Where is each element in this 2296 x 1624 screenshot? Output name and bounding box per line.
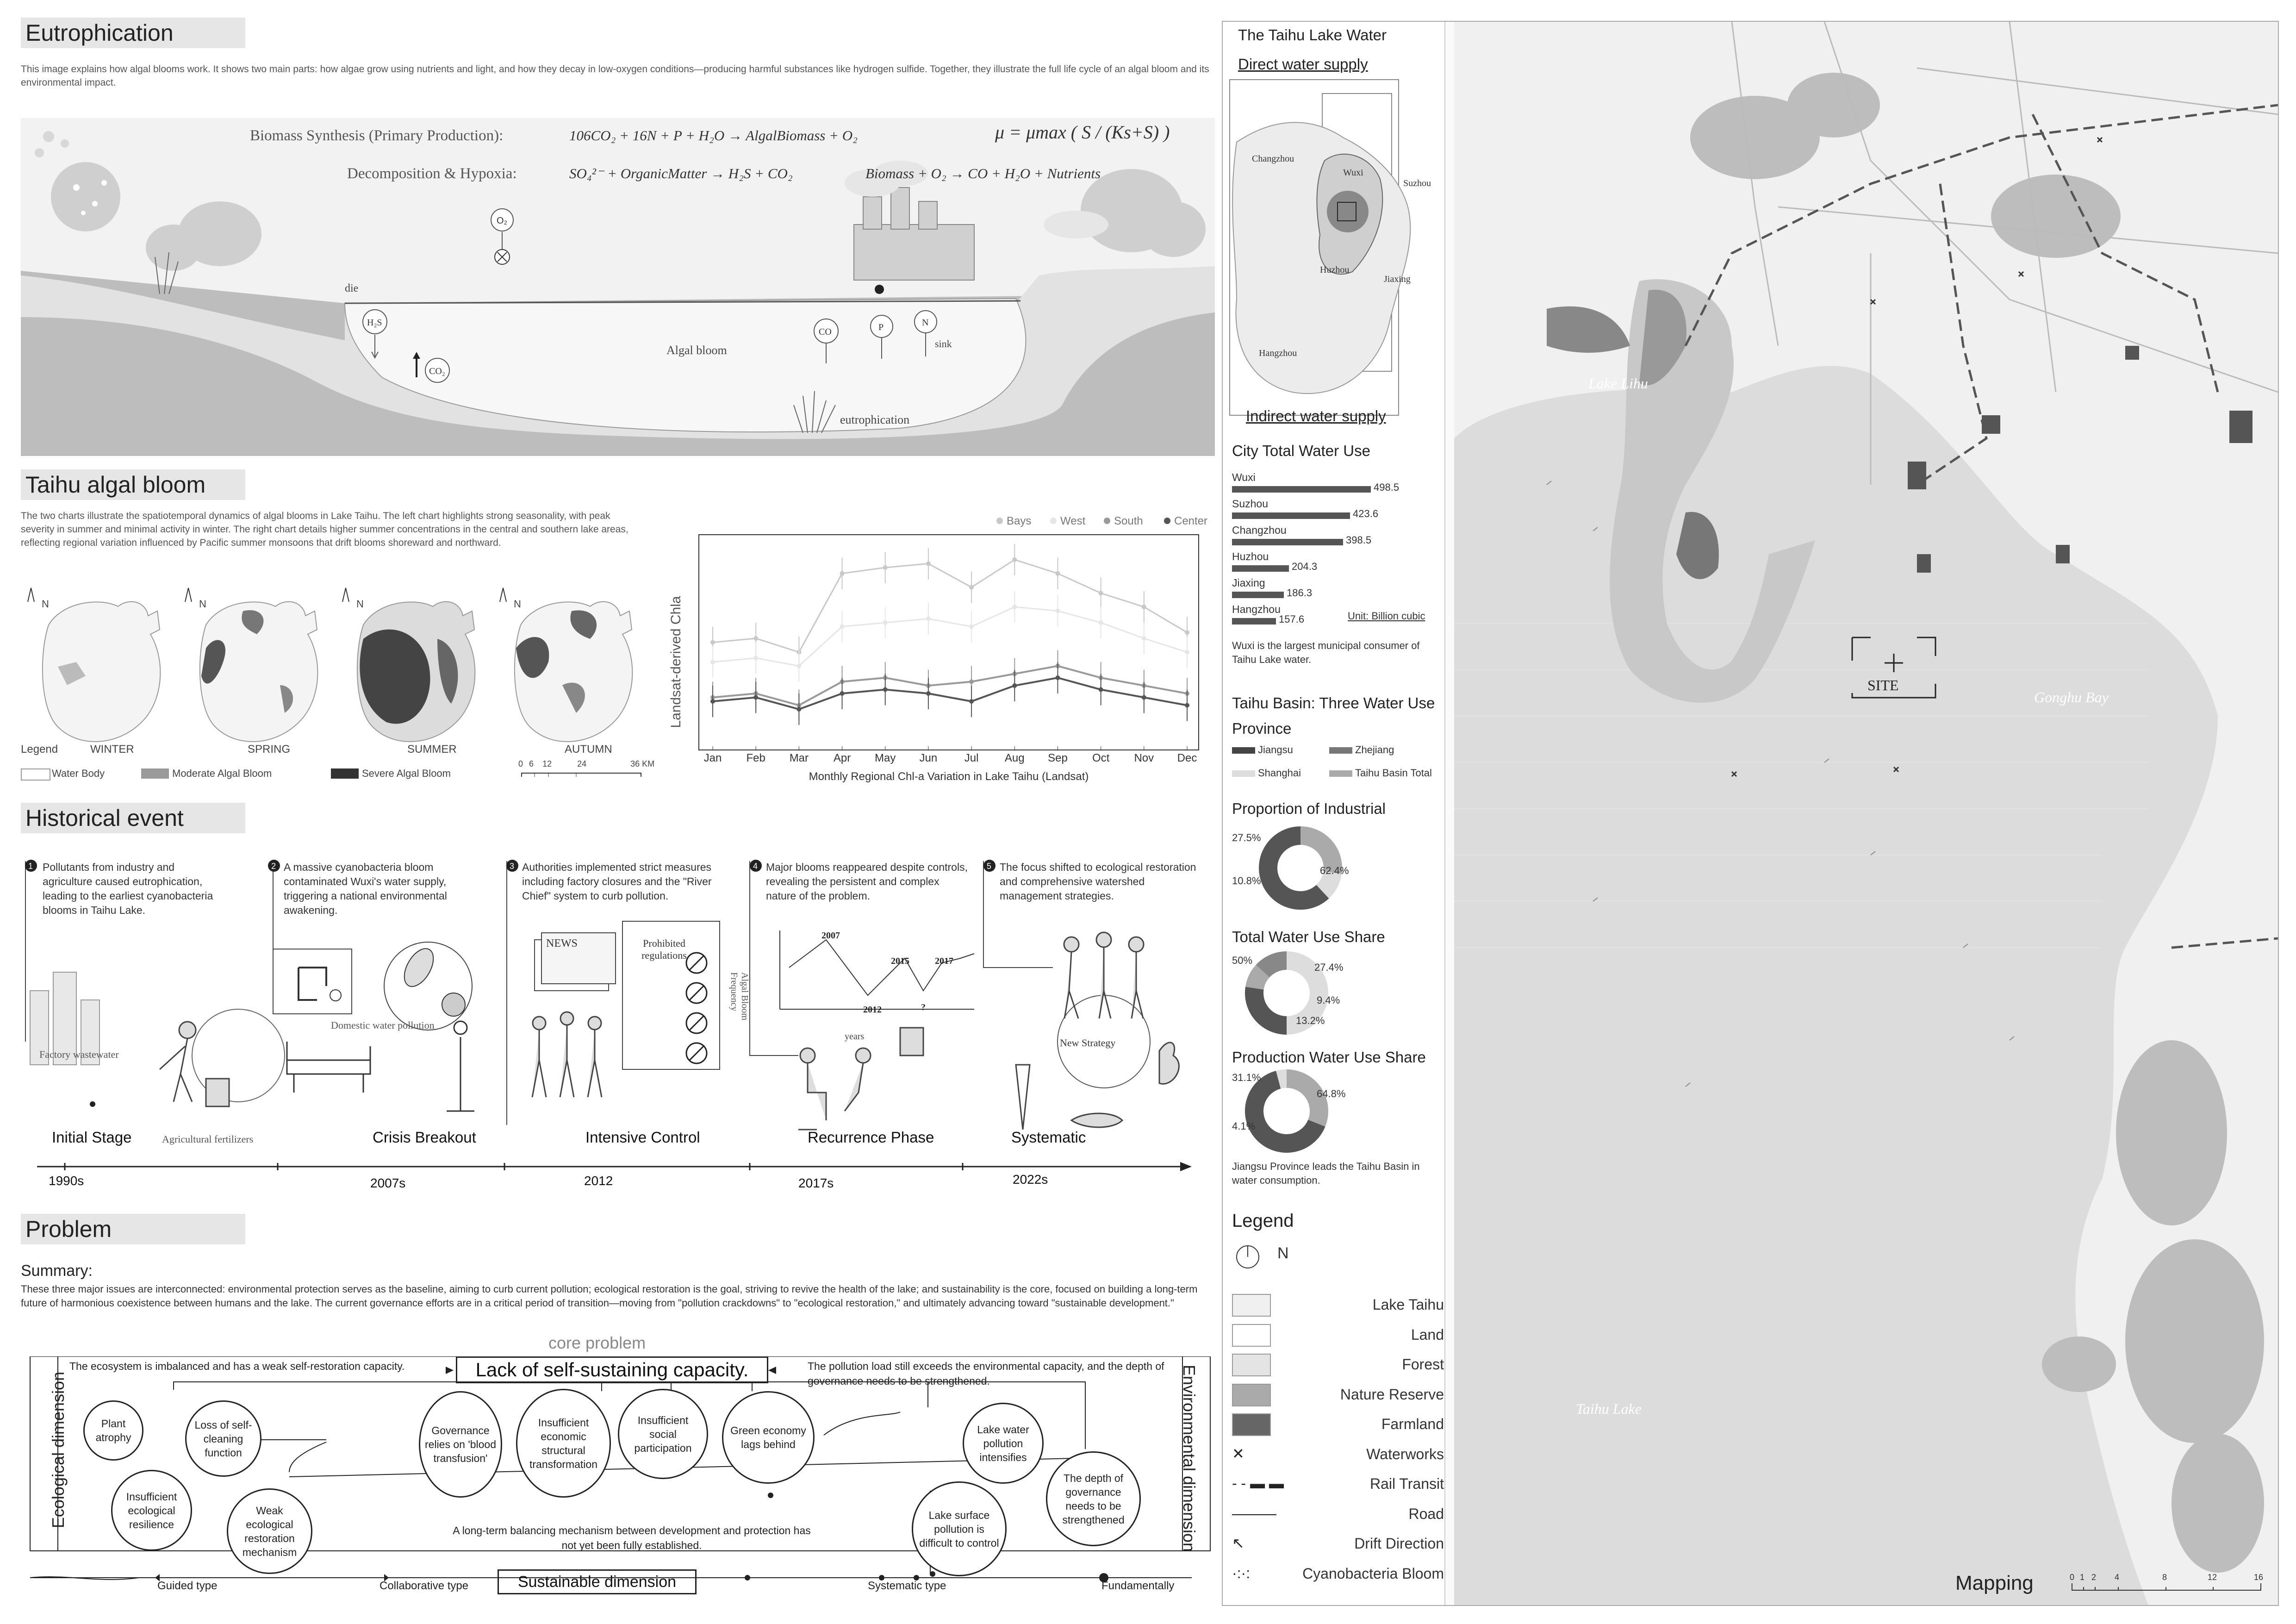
donut-total-slice-1: [1254, 988, 1287, 1025]
north-label-1: N: [42, 598, 49, 610]
point-bays-jul: [969, 585, 974, 590]
map-legend-label: Nature Reserve: [1340, 1386, 1444, 1403]
left-note: The ecosystem is imbalanced and has a weak self-restoration capacity.: [69, 1360, 405, 1372]
environmental-dimension-label: Environmental dimension: [1180, 1364, 1199, 1552]
freq-years-label: years: [845, 1031, 865, 1042]
x-tick-jan: Jan: [703, 752, 722, 764]
city-bar-label: Wuxi: [1232, 471, 1256, 483]
point-west-apr: [840, 625, 845, 629]
factory-wastewater-label: Factory wastewater: [39, 1049, 119, 1060]
co2-label: CO₂: [429, 366, 445, 376]
bloom-scale-ticks: [518, 759, 654, 769]
series-line-center: [713, 678, 1187, 709]
map-legend-swatch: [1232, 1294, 1271, 1317]
road-icon: ―――: [1232, 1505, 1276, 1522]
city-bar: [1232, 592, 1284, 598]
new-strategy-label: New Strategy: [1060, 1037, 1116, 1049]
point-center-nov: [1142, 695, 1146, 700]
production-c: 4.1%: [1232, 1120, 1256, 1132]
point-bays-may: [883, 565, 888, 570]
core-problem-box: Lack of self-sustaining capacity.: [456, 1356, 768, 1383]
biomass-equation: 106CO₂ + 16N + P + H₂O → AlgalBiomass + O₂: [569, 127, 858, 144]
summary-text: These three major issues are interconnected: environmental protection serves as the baseline, aiming to curb current pollution; ecological restoration is the goal, striving to revive the health of the lake; and sustainability is the core, focused on building a long-term future of harmonious coexistence between humans and the lake. The current governance efforts are in a critical period of transition—moving from "pollution crackdowns" to "ecological restoration," and ultimately advancing toward "sustainable development.": [21, 1283, 1198, 1309]
domestic-pollution-label: Domestic water pollution: [331, 1019, 435, 1031]
co-label: CO: [819, 327, 832, 337]
season-map-spring: [200, 602, 318, 742]
event-text-5: The focus shifted to ecological restoration and comprehensive watershed management strategies.: [1000, 861, 1196, 902]
freq-2007: 2007: [821, 931, 840, 941]
sustainable-dimension-box: Sustainable dimension: [498, 1569, 697, 1594]
taihu-bloom-description: The two charts illustrate the spatiotemporal dynamics of algal blooms in Lake Taihu. The left chart highlights strong seasonality, with peak severity in summer and minimal activity in winter. The right chart details higher summer concentrations in the central and southern lake areas, reflecting regional variation influenced by Pacific summer monsoons that drift blooms shoreward and northward.: [21, 511, 628, 548]
city-bar: [1232, 486, 1371, 493]
inset-city-hangzhou: Hangzhou: [1259, 348, 1297, 358]
city-bar-value: 186.3: [1287, 587, 1313, 599]
city-bar-label: Hangzhou: [1232, 603, 1281, 615]
inset-city-huzhou: Huzhou: [1320, 265, 1350, 275]
production-a: 31.1%: [1232, 1072, 1261, 1083]
event-text-4: Major blooms reappeared despite controls, revealing the persistent and complex nature of the problem.: [766, 861, 968, 902]
x-tick-may: May: [875, 752, 896, 764]
x-tick-feb: Feb: [746, 752, 765, 764]
stage-crisis: Crisis Breakout: [373, 1129, 476, 1146]
map-label-gonghu: Gonghu Bay: [2034, 689, 2109, 706]
north-label-3: N: [356, 598, 364, 610]
n-label: N: [922, 318, 929, 328]
season-map-winter: [43, 602, 161, 742]
chart-xlabel: Monthly Regional Chl-a Variation in Lake Taihu (Landsat): [809, 770, 1089, 783]
scale-tick-24: 24: [577, 759, 587, 768]
prohibited-regulations-label: Prohibited regulations: [641, 937, 687, 961]
mapping-label: Mapping: [1955, 1572, 2034, 1594]
map-scale-8: 8: [2162, 1573, 2167, 1582]
season-label-winter: WINTER: [90, 743, 134, 756]
point-bays-feb: [753, 636, 758, 641]
scale-tick-0: 0: [518, 759, 523, 768]
x-tick-aug: Aug: [1004, 752, 1025, 764]
province-shanghai-swatch: [1232, 770, 1255, 777]
news-label: NEWS: [546, 937, 578, 949]
p-label: P: [878, 322, 884, 332]
point-center-apr: [840, 691, 845, 696]
chart-ylabel: Landsat-derived Chla: [668, 596, 684, 728]
point-bays-jan: [710, 640, 715, 645]
point-center-jul: [969, 699, 974, 704]
point-west-jul: [969, 625, 974, 629]
point-bays-aug: [1012, 557, 1017, 562]
event-text-1: Pollutants from industry and agriculture caused eutrophication, leading to the earliest cyanobacteria blooms in Taihu Lake.: [43, 861, 213, 916]
point-center-sep: [1055, 675, 1060, 680]
event-text-2: A massive cyanobacteria bloom contaminated Wuxi's water supply, triggering a national environmental awakening.: [284, 861, 447, 916]
node-governance-transfusion: Governance relies on 'blood transfusion': [419, 1391, 502, 1498]
node-social-participation: Insufficient social participation: [618, 1389, 708, 1479]
city-bar-value: 157.6: [1279, 613, 1305, 625]
chart-frame: [699, 535, 1199, 750]
right-note: The pollution load still exceeds the environmental capacity, and the depth of governance needs to be strengthened.: [808, 1360, 1164, 1387]
x-tick-mar: Mar: [789, 752, 809, 764]
legend-severe: Severe Algal Bloom: [362, 768, 451, 779]
donut-total-slice-3: [1263, 961, 1287, 971]
series-line-west: [713, 607, 1187, 666]
basin-title: Taihu Basin: Three Water Use: [1232, 694, 1435, 712]
map-label-site: SITE: [1867, 677, 1899, 693]
province-zhejiang: Zhejiang: [1355, 744, 1394, 756]
city-bar: [1232, 512, 1350, 519]
inset-city-changzhou: Changzhou: [1252, 154, 1294, 164]
north-label-4: N: [514, 598, 521, 610]
industrial-pct-a: 27.5%: [1232, 832, 1261, 843]
point-west-aug: [1012, 605, 1017, 609]
city-bar-label: Changzhou: [1232, 524, 1287, 536]
province-shanghai: Shanghai: [1258, 767, 1301, 779]
fertilizer-label: Agricultural fertilizers: [162, 1133, 254, 1145]
map-legend-title: Legend: [1232, 1211, 1294, 1231]
event-num-1: 1: [28, 862, 33, 871]
point-center-oct: [1099, 687, 1103, 692]
event-text-3: Authorities implemented strict measures including factory closures and the "River Chief" system to curb pollution.: [522, 861, 712, 902]
x-tick-oct: Oct: [1092, 752, 1110, 764]
freq-2015: 2015: [891, 956, 909, 966]
history-title: Historical event: [21, 803, 245, 833]
freq-question: ?: [921, 1002, 926, 1012]
eutrophication-label: eutrophication: [840, 413, 910, 426]
point-center-mar: [796, 707, 801, 712]
map-legend-label: Cyanobacteria Bloom: [1302, 1565, 1444, 1582]
total-share-d: 13.2%: [1296, 1015, 1325, 1026]
map-legend-swatch: [1232, 1413, 1271, 1436]
province-jiangsu: Jiangsu: [1258, 744, 1293, 756]
province-total-swatch: [1329, 770, 1352, 777]
legend-dot-west: [1050, 518, 1057, 524]
season-label-autumn: AUTUMN: [565, 743, 612, 756]
point-bays-dec: [1185, 630, 1189, 635]
problem-frame: [21, 1356, 1215, 1593]
eutrophication-description: This image explains how algal blooms work. It shows two main parts: how algae grow using nutrients and light, and how they decay in low-oxygen conditions—producing harmful substances like hydrogen sulfide. Together, they illustrate the full life cycle of an algal bloom and its environmental impact.: [21, 64, 1209, 88]
node-surface-pollution: Lake surface pollution is difficult to control: [912, 1481, 1007, 1576]
city-bar-value: 204.3: [1292, 561, 1318, 572]
stage-intensive: Intensive Control: [585, 1129, 700, 1146]
map-legend-label: Drift Direction: [1354, 1535, 1444, 1552]
node-insufficient-resilience: Insufficient ecological resilience: [111, 1470, 192, 1551]
x-tick-jul: Jul: [964, 752, 979, 764]
legend-dot-center: [1164, 518, 1170, 524]
city-bar: [1232, 618, 1276, 625]
legend-label-center: Center: [1174, 515, 1208, 527]
city-bar: [1232, 565, 1289, 572]
season-map-summer: [357, 602, 475, 742]
scale-tick-36: 36 KM: [630, 759, 655, 768]
algal-bloom-label: Algal bloom: [666, 344, 727, 357]
wuxi-note: Wuxi is the largest municipal consumer of Taihu Lake water.: [1232, 640, 1420, 665]
map-legend-north: N: [1277, 1244, 1289, 1262]
map-scale-16: 16: [2254, 1573, 2264, 1582]
legend-systematic: Systematic type: [868, 1580, 946, 1592]
x-tick-nov: Nov: [1134, 752, 1154, 764]
chla-chart: [657, 509, 1213, 796]
north-label-2: N: [199, 598, 206, 610]
sink-label: sink: [935, 338, 952, 350]
city-bar-value: 423.6: [1353, 508, 1379, 519]
x-tick-dec: Dec: [1177, 752, 1197, 764]
map-scale-1: 1: [2080, 1573, 2085, 1582]
city-bar-label: Huzhou: [1232, 550, 1269, 562]
year-2022s: 2022s: [1013, 1172, 1048, 1187]
legend-label-west: West: [1060, 515, 1086, 527]
total-share-a: 50%: [1232, 955, 1253, 966]
industrial-pct-b: 10.8%: [1232, 875, 1261, 887]
x-tick-jun: Jun: [919, 752, 938, 764]
city-bar-label: Suzhou: [1232, 498, 1269, 510]
year-2017s: 2017s: [798, 1176, 834, 1190]
stage-initial: Initial Stage: [52, 1129, 132, 1146]
node-plant-atrophy: Plant atrophy: [83, 1400, 143, 1461]
season-label-summer: SUMMER: [407, 743, 457, 756]
point-west-jan: [710, 660, 715, 664]
map-scale-12: 12: [2208, 1573, 2217, 1582]
problem-title: Problem: [21, 1214, 245, 1244]
province-total: Taihu Basin Total: [1355, 767, 1432, 779]
point-west-nov: [1142, 636, 1146, 641]
year-2007s: 2007s: [370, 1176, 406, 1190]
point-west-dec: [1185, 650, 1189, 655]
chla-chart-svg: [657, 509, 1213, 796]
inset-city-suzhou: Suzhou: [1403, 178, 1431, 188]
event-num-5: 5: [987, 862, 992, 871]
node-loss-self-cleaning: Loss of self-cleaning function: [185, 1400, 261, 1477]
point-west-sep: [1055, 609, 1060, 613]
inset-city-jiaxing: Jiaxing: [1384, 274, 1411, 284]
map-legend-label: Road: [1408, 1505, 1444, 1522]
summary-title: Summary:: [21, 1262, 93, 1280]
map-legend-label: Lake Taihu: [1372, 1296, 1444, 1313]
biomass-label: Biomass Synthesis (Primary Production):: [250, 127, 504, 144]
die-label: die: [345, 282, 359, 294]
legend-moderate: Moderate Algal Bloom: [172, 768, 272, 779]
point-west-may: [883, 620, 888, 625]
water-supply-title: The Taihu Lake Water: [1238, 26, 1387, 44]
production-title: Production Water Use Share: [1232, 1049, 1426, 1066]
year-2012: 2012: [584, 1174, 613, 1188]
city-bar-value: 398.5: [1346, 534, 1372, 546]
legend-label-bays: Bays: [1007, 515, 1032, 527]
taihu-bloom-title: Taihu algal bloom: [21, 469, 245, 500]
point-west-jun: [926, 617, 931, 621]
map-legend-label: Rail Transit: [1369, 1475, 1444, 1492]
point-center-jan: [710, 699, 715, 704]
legend-dot-bays: [996, 518, 1003, 524]
map-scale-4: 4: [2115, 1573, 2120, 1582]
industrial-pct-c: 62.4%: [1320, 865, 1349, 876]
point-center-dec: [1185, 703, 1189, 708]
industrial-title: Proportion of Industrial: [1232, 800, 1386, 817]
series-line-bays: [713, 560, 1187, 652]
point-center-aug: [1012, 683, 1017, 688]
bloom-legend-title: Legend: [21, 743, 58, 756]
node-green-economy: Green economy lags behind: [722, 1391, 815, 1484]
freq-2017: 2017: [935, 956, 953, 966]
map-label-lihu: Lake Lihu: [1588, 375, 1648, 392]
map-legend-north-icon: [1235, 1243, 1263, 1271]
city-use-title: City Total Water Use: [1232, 442, 1370, 459]
point-south-jul: [969, 680, 974, 684]
donut-production-slice-2: [1278, 1079, 1287, 1080]
freq-2012: 2012: [863, 1005, 882, 1015]
point-west-feb: [753, 656, 758, 661]
total-share-title: Total Water Use Share: [1232, 928, 1385, 945]
season-maps: [21, 574, 646, 759]
node-governance-depth: The depth of governance needs to be strengthened: [1046, 1451, 1141, 1546]
point-bays-sep: [1055, 571, 1060, 576]
production-b: 64.8%: [1317, 1088, 1346, 1099]
monod-equation: μ = μmax ( S / (Ks+S) ): [995, 122, 1170, 143]
map-scale-0: 0: [2070, 1573, 2075, 1582]
event-num-4: 4: [753, 862, 758, 871]
city-bar-value: 498.5: [1374, 481, 1400, 493]
stage-recurrence: Recurrence Phase: [808, 1129, 934, 1146]
stage-systematic: Systematic: [1011, 1129, 1086, 1146]
node-lake-pollution: Lake water pollution intensifies: [963, 1403, 1044, 1484]
node-economic-transformation: Insufficient economic structural transformation: [516, 1389, 611, 1498]
event-num-2: 2: [271, 862, 276, 871]
city-bar-label: Jiaxing: [1232, 577, 1265, 589]
legend-dot-south: [1104, 518, 1110, 524]
legend-guided: Guided type: [157, 1580, 218, 1592]
indirect-supply-label: Indirect water supply: [1246, 407, 1386, 425]
legend-label-south: South: [1114, 515, 1143, 527]
unit-label: Unit: Billion cubic: [1348, 610, 1425, 622]
province-jiangsu-swatch: [1232, 747, 1255, 754]
map-legend-label: Farmland: [1381, 1416, 1444, 1432]
h2s-label: H₂S: [367, 318, 382, 328]
total-share-c: 9.4%: [1317, 994, 1340, 1006]
x-tick-sep: Sep: [1048, 752, 1068, 764]
point-bays-nov: [1142, 605, 1146, 609]
waterworks-icon: ✕: [1232, 1445, 1244, 1462]
decomposition-equation: SO₄²⁻ + OrganicMatter → H₂S + CO₂: [569, 165, 793, 181]
city-bar: [1232, 539, 1343, 545]
map-legend-label: Land: [1411, 1326, 1444, 1343]
legend-collaborative: Collaborative type: [380, 1580, 469, 1592]
event-num-3: 3: [510, 862, 515, 871]
point-center-feb: [753, 695, 758, 700]
jiangsu-note: Jiangsu Province leads the Taihu Basin in water consumption.: [1232, 1161, 1420, 1186]
legend-severe-swatch: [331, 768, 359, 779]
legend-water-body: Water Body: [52, 768, 105, 779]
point-center-jun: [926, 691, 931, 696]
legend-fundamentally: Fundamentally: [1101, 1580, 1175, 1592]
point-west-mar: [796, 664, 801, 668]
direct-supply-label: Direct water supply: [1238, 56, 1368, 73]
map-legend-label: Waterworks: [1366, 1445, 1444, 1462]
inset-city-wuxi: Wuxi: [1343, 168, 1363, 178]
year-1990s: 1990s: [49, 1174, 84, 1188]
map-legend-swatch: [1232, 1354, 1271, 1376]
total-share-b: 27.4%: [1314, 962, 1344, 973]
drift-direction-icon: ↖: [1232, 1535, 1244, 1551]
season-label-spring: SPRING: [248, 743, 291, 756]
point-west-oct: [1099, 620, 1103, 625]
province-title: Province: [1232, 720, 1292, 737]
point-bays-apr: [840, 571, 845, 576]
season-map-autumn: [515, 602, 633, 742]
map-legend-swatch: [1232, 1384, 1271, 1406]
point-bays-jun: [926, 562, 931, 566]
bloom-frequency-label: Algal Bloom Frequency: [729, 972, 750, 1020]
point-bays-oct: [1099, 591, 1103, 595]
map-scale-bar: [2071, 1574, 2265, 1597]
map-legend-label: Forest: [1402, 1356, 1444, 1373]
legend-moderate-swatch: [141, 768, 169, 779]
eutrophication-title: Eutrophication: [21, 18, 245, 48]
donut-total-slice-2: [1255, 971, 1263, 988]
map-scale-2: 2: [2091, 1573, 2097, 1582]
node-weak-restoration: Weak ecological restoration mechanism: [227, 1488, 312, 1574]
cyanobacteria-icon: ·:·:: [1232, 1564, 1251, 1581]
core-problem-label: core problem: [548, 1333, 646, 1352]
scale-tick-12: 12: [542, 759, 552, 768]
o2-label: O₂: [497, 216, 508, 226]
donut-production-slice-0: [1287, 1079, 1319, 1123]
legend-water-body-swatch: [21, 768, 50, 781]
series-line-south: [713, 666, 1187, 706]
biomass-decay-equation: Biomass + O₂ → CO + H₂O + Nutrients: [865, 165, 1101, 181]
rail-transit-icon: - - ▬ ▬: [1232, 1475, 1284, 1492]
bottom-note: A long-term balancing mechanism between development and protection has not yet been fully established.: [453, 1524, 811, 1551]
map-legend-swatch: [1232, 1324, 1271, 1347]
x-tick-apr: Apr: [833, 752, 851, 764]
decomposition-label: Decomposition & Hypoxia:: [347, 165, 517, 182]
point-center-may: [883, 687, 888, 692]
ecological-dimension-label: Ecological dimension: [49, 1371, 68, 1529]
scale-tick-6: 6: [529, 759, 534, 768]
map-label-taihu: Taihu Lake: [1576, 1400, 1642, 1417]
province-zhejiang-swatch: [1329, 747, 1352, 754]
